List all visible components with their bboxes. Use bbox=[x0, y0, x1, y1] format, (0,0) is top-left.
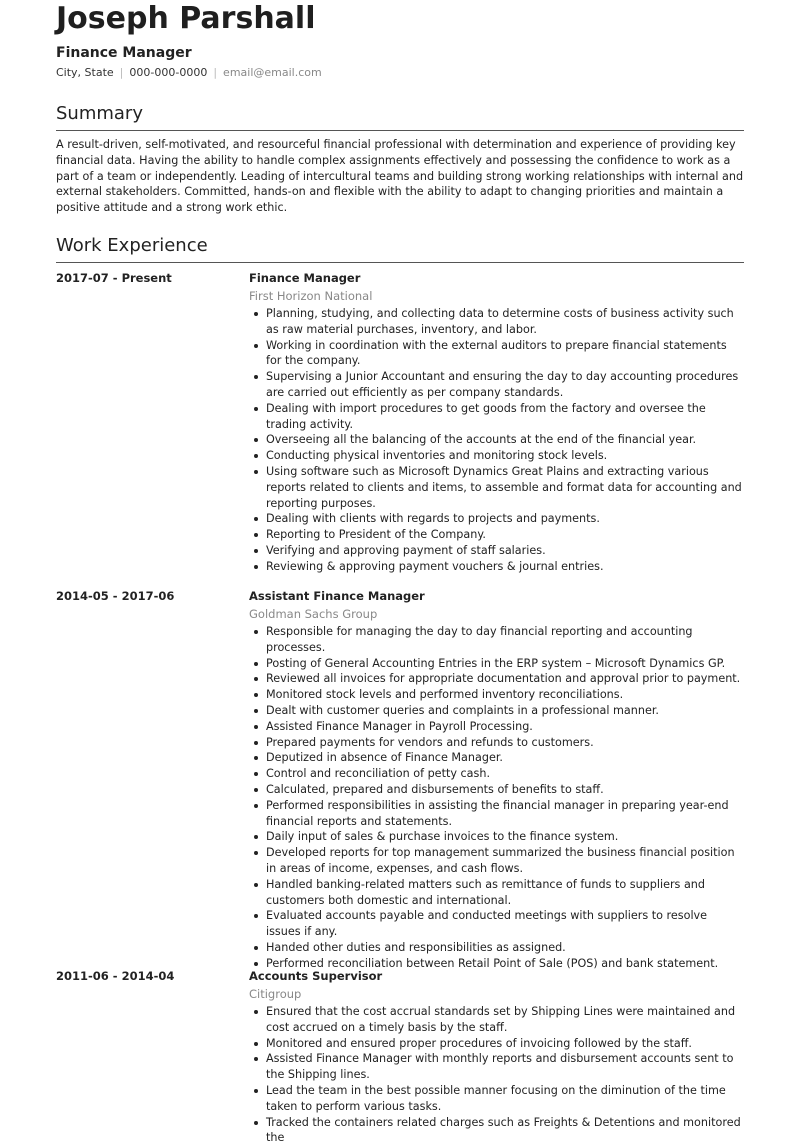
job-bullet: Dealing with clients with regards to projects and payments. bbox=[266, 511, 744, 527]
job-bullet: Prepared payments for vendors and refunds to customers. bbox=[266, 735, 744, 751]
job-bullet: Lead the team in the best possible manner focusing on the diminution of the time taken to perform various tasks. bbox=[266, 1083, 744, 1115]
candidate-name: Joseph Parshall bbox=[56, 1, 316, 36]
job-bullet: Monitored stock levels and performed inventory reconciliations. bbox=[266, 687, 744, 703]
job-bullet: Reviewed all invoices for appropriate documentation and approval prior to payment. bbox=[266, 671, 744, 687]
job-bullet: Responsible for managing the day to day financial reporting and accounting processes. bbox=[266, 624, 744, 656]
candidate-title: Finance Manager bbox=[56, 45, 192, 61]
job-bullet: Verifying and approving payment of staff salaries. bbox=[266, 543, 744, 559]
job-bullet: Daily input of sales & purchase invoices to the finance system. bbox=[266, 829, 744, 845]
job-company: First Horizon National bbox=[249, 289, 373, 303]
job-bullet: Supervising a Junior Accountant and ensuring the day to day accounting procedures are carried out efficiently as per company standards. bbox=[266, 369, 744, 401]
job-bullet: Deputized in absence of Finance Manager. bbox=[266, 750, 744, 766]
job-dates: 2017-07 - Present bbox=[56, 271, 172, 285]
contact-phone: 000-000-0000 bbox=[129, 66, 208, 79]
job-bullet: Performed responsibilities in assisting the financial manager in preparing year-end financial reports and statements. bbox=[266, 798, 744, 830]
job-bullet: Evaluated accounts payable and conducted meetings with suppliers to resolve issues if any. bbox=[266, 908, 744, 940]
job-bullet: Planning, studying, and collecting data to determine costs of business activity such as raw material purchases, inventory, and labor. bbox=[266, 306, 744, 338]
job-bullet: Conducting physical inventories and monitoring stock levels. bbox=[266, 448, 744, 464]
job-bullet-list bbox=[249, 624, 744, 972]
job-bullet: Calculated, prepared and disbursements of benefits to staff. bbox=[266, 782, 744, 798]
contact-line bbox=[56, 66, 322, 80]
contact-email[interactable]: email@email.com bbox=[223, 66, 322, 79]
job-bullet: Developed reports for top management summarized the business financial position in areas of income, expenses, and cash flows. bbox=[266, 845, 744, 877]
job-bullet: Tracked the containers related charges such as Freights & Detentions and monitored the bbox=[266, 1115, 744, 1146]
job-bullet: Working in coordination with the external auditors to prepare financial statements for the company. bbox=[266, 338, 744, 370]
job-bullet: Handled banking-related matters such as remittance of funds to suppliers and customers both domestic and international. bbox=[266, 877, 744, 909]
job-bullet: Assisted Finance Manager in Payroll Processing. bbox=[266, 719, 744, 735]
job-bullet: Using software such as Microsoft Dynamics Great Plains and extracting various reports related to clients and items, to assemble and format data for accounting and reporting purposes. bbox=[266, 464, 744, 511]
job-bullet: Performed reconciliation between Retail Point of Sale (POS) and bank statement. bbox=[266, 956, 744, 972]
job-bullet: Reporting to President of the Company. bbox=[266, 527, 744, 543]
job-bullet: Reviewing & approving payment vouchers & journal entries. bbox=[266, 559, 744, 575]
job-bullet: Ensured that the cost accrual standards set by Shipping Lines were maintained and cost accrued on a timely basis by the staff. bbox=[266, 1004, 744, 1036]
job-company: Citigroup bbox=[249, 987, 302, 1001]
job-bullet: Dealt with customer queries and complaints in a professional manner. bbox=[266, 703, 744, 719]
contact-location: City, State bbox=[56, 66, 114, 79]
job-role: Finance Manager bbox=[249, 271, 361, 285]
job-bullet: Handed other duties and responsibilities as assigned. bbox=[266, 940, 744, 956]
summary-text: A result-driven, self-motivated, and resourceful financial professional with determination and experience of providing key financial data. Having the ability to handle complex assignments effectively and possessing the confidence to work as a part of a team or independently. Leading of intercultural teams and building strong working relationships with internal and external stakeholders. Committed, hands-on and flexible with the ability to adapt to changing priorities and maintain a positive attitude and a strong work ethic. bbox=[56, 138, 744, 215]
job-company: Goldman Sachs Group bbox=[249, 607, 378, 621]
job-bullet: Overseeing all the balancing of the accounts at the end of the financial year. bbox=[266, 432, 744, 448]
job-bullet: Monitored and ensured proper procedures of invoicing followed by the staff. bbox=[266, 1036, 744, 1052]
job-bullet: Posting of General Accounting Entries in the ERP system – Microsoft Dynamics GP. bbox=[266, 656, 744, 672]
summary-heading: Summary bbox=[56, 103, 744, 131]
job-dates: 2014-05 - 2017-06 bbox=[56, 589, 175, 603]
job-dates: 2011-06 - 2014-04 bbox=[56, 969, 175, 983]
contact-separator: | bbox=[213, 66, 218, 79]
job-bullet-list bbox=[249, 306, 744, 575]
work-experience-heading: Work Experience bbox=[56, 235, 744, 263]
job-bullet: Assisted Finance Manager with monthly reports and disbursement accounts sent to the Shipping lines. bbox=[266, 1051, 744, 1083]
job-role: Assistant Finance Manager bbox=[249, 589, 425, 603]
job-role: Accounts Supervisor bbox=[249, 969, 383, 983]
job-bullet: Dealing with import procedures to get goods from the factory and oversee the trading activity. bbox=[266, 401, 744, 433]
job-bullet-list bbox=[249, 1004, 744, 1146]
contact-separator: | bbox=[119, 66, 124, 79]
job-bullet: Control and reconciliation of petty cash. bbox=[266, 766, 744, 782]
